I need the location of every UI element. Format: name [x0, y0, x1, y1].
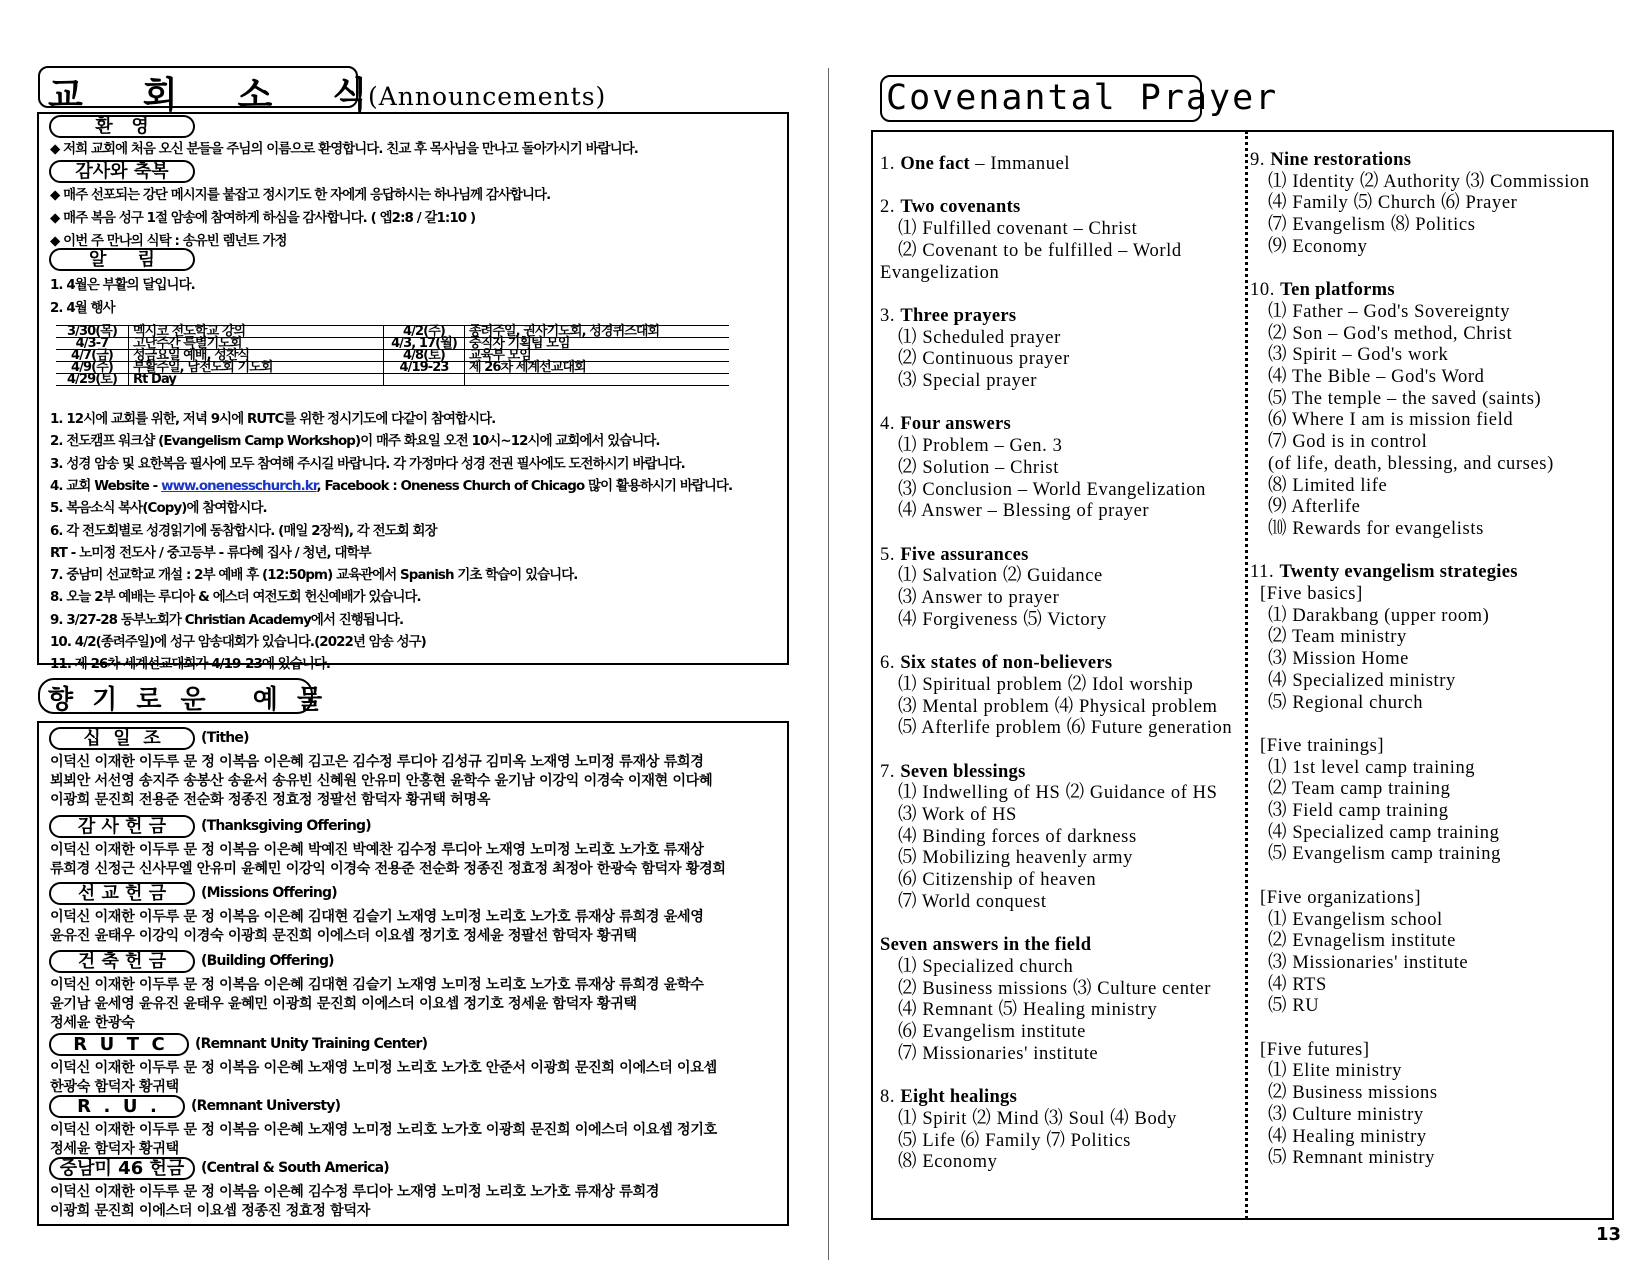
prayer-item: ⑵ Son – God's method, Christ	[1268, 323, 1513, 344]
schedule-cell	[384, 374, 465, 386]
prayer-item: ⑶ Conclusion – World Evangelization	[898, 479, 1206, 500]
notice-line: 5. 복음소식 복사(Copy)에 참여합시다.	[50, 501, 267, 517]
offering-label: 중남미 46 헌금	[49, 1157, 195, 1180]
schedule-cell: 4/9(주)	[56, 362, 129, 374]
prayer-item: [Five trainings]	[1260, 735, 1385, 756]
prayer-item: [Five futures]	[1260, 1039, 1370, 1060]
prayer-item: ⑶ Work of HS	[898, 805, 1017, 825]
section-heading	[880, 306, 1016, 328]
prayer-item: ⑷ Healing ministry	[1268, 1126, 1427, 1147]
section-heading	[880, 1087, 1017, 1109]
prayer-item: ⑴ Spiritual problem ⑵ Idol worship	[898, 674, 1194, 695]
prayer-item: ⑵ Business missions	[1268, 1083, 1438, 1104]
section-title: Six states of non-believers	[900, 653, 1113, 674]
section-heading	[880, 197, 1021, 219]
section-number: 6.	[880, 653, 901, 674]
schedule-cell: 4/3-7	[56, 338, 129, 350]
offering-names-line: 이덕신 이재한 이두루 문 정 이복음 이은혜 박예진 박예찬 김수정 루디아 노재영 노미정 노리호 노가호 류재상	[50, 842, 704, 858]
offerings-title: 향 기 로 운 예 물	[48, 685, 328, 715]
prayer-item: ⑹ Citizenship of heaven	[898, 870, 1097, 891]
schedule-cell: 4/2(주)	[384, 326, 465, 338]
covenantal-prayer-title: Covenantal Prayer	[886, 78, 1279, 118]
prayer-item: ⑸ The temple – the saved (saints)	[1268, 388, 1542, 409]
prayer-item: ⑵ Solution – Christ	[898, 457, 1059, 478]
prayer-item: ⑷ Specialized camp training	[1268, 822, 1500, 843]
prayer-item: ⑴ Specialized church	[898, 956, 1074, 977]
offering-label: 감 사 헌 금	[49, 815, 195, 838]
schedule-cell: 4/8(토)	[384, 350, 465, 362]
section-number: 2.	[880, 197, 901, 218]
schedule-cell: 4/3, 17(월)	[384, 338, 465, 350]
section-title: Two covenants	[900, 197, 1021, 218]
section-number: 10.	[1250, 280, 1281, 301]
section-heading	[880, 653, 1112, 675]
page-number: 13	[1596, 1224, 1622, 1245]
prayer-item: ⑴ Fulfilled covenant – Christ	[898, 219, 1138, 240]
offering-label: R . U .	[49, 1095, 185, 1118]
prayer-item: ⑵ Business missions ⑶ Culture center	[898, 978, 1211, 999]
offering-label-en: (Tithe)	[201, 730, 249, 746]
section-number: 1.	[880, 154, 901, 174]
prayer-item: ⑵ Covenant to be fulfilled – World	[898, 240, 1182, 261]
schedule-cell: 교육부 모임	[465, 350, 730, 362]
prayer-item: (of life, death, blessing, and curses)	[1268, 453, 1554, 474]
offering-label-en: (Remnant Universty)	[191, 1098, 341, 1114]
offering-names-line: 이광희 문진희 이에스더 이요셉 정종진 정효정 함덕자	[50, 1202, 370, 1219]
prayer-item: ⑸ Mobilizing heavenly army	[898, 848, 1133, 869]
section-heading	[880, 414, 1011, 436]
schedule-cell: 3/30(목)	[56, 326, 129, 338]
welcome-label: 환 영	[49, 115, 195, 138]
schedule-cell: 4/29(토)	[56, 374, 129, 386]
prayer-item: ⑶ Mission Home	[1268, 649, 1409, 670]
schedule-cell: Rt Day	[129, 374, 384, 386]
thanks-line: ◆ 이번 주 만나의 식탁 : 송유빈 렘넌트 가정	[50, 234, 287, 249]
schedule-cell: 4/7(금)	[56, 350, 129, 362]
section-title: Seven blessings	[900, 761, 1026, 782]
section-subtitle: – Immanuel	[970, 154, 1071, 174]
section-number: 4.	[880, 414, 901, 435]
prayer-item: ⑷ Family ⑸ Church ⑹ Prayer	[1268, 193, 1518, 214]
column-divider-dotted	[1245, 131, 1248, 1219]
prayer-item: ⑺ God is in control	[1268, 432, 1428, 453]
prayer-item: ⑴ Spirit ⑵ Mind ⑶ Soul ⑷ Body	[898, 1108, 1178, 1129]
schedule-cell: 멕시코 전도학교 강의	[129, 326, 384, 338]
section-heading	[880, 935, 1091, 957]
website-link[interactable]: www.onenesschurch.kr	[161, 478, 317, 494]
section-number: 8.	[880, 1087, 901, 1108]
notice-line: 1. 12시에 교회를 위한, 저녁 9시에 RUTC를 위한 정시기도에 다같이 참여합시다.	[50, 412, 496, 427]
notice-line: 2. 4월 행사	[50, 301, 115, 316]
prayer-item: ⑵ Team ministry	[1268, 627, 1407, 648]
prayer-item: ⑷ Specialized ministry	[1268, 670, 1456, 691]
welcome-line: ◆ 저희 교회에 처음 오신 분들을 주님의 이름으로 환영합니다. 친교 후 목사님을 만나고 돌아가시기 바랍니다.	[50, 142, 638, 157]
notice-line: 6. 각 전도회별로 성경읽기에 동참합시다. (매일 2장씩), 각 전도회 회장	[50, 523, 437, 539]
prayer-item: ⑻ Limited life	[1268, 475, 1388, 496]
prayer-item: ⑵ Evnagelism institute	[1268, 931, 1456, 952]
offering-names-line: 이덕신 이재한 이두루 문 정 이복음 이은혜 김대현 김슬기 노재영 노미정 노리호 노가호 류재상 류희경 윤세영	[50, 909, 704, 925]
prayer-item: ⑶ Culture ministry	[1268, 1104, 1424, 1125]
section-number: 7.	[880, 761, 901, 782]
notice-line: RT - 노미정 전도사 / 중고등부 - 류다혜 집사 / 청년, 대학부	[50, 545, 371, 561]
offering-names-line: 이덕신 이재한 이두루 문 정 이복음 이은혜 노재영 노미정 노리호 노가호 이광희 문진희 이에스더 이요셉 정기호	[50, 1122, 717, 1138]
prayer-item: ⑴ Darakbang (upper room)	[1268, 605, 1490, 626]
thanks-line: ◆ 매주 복음 성구 1절 암송에 참여하게 하심을 감사합니다. ( 엡2:8 / 갈1:10 )	[50, 211, 476, 226]
schedule-cell: 종려주일, 권사기도회, 성경퀴즈대회	[465, 326, 730, 338]
prayer-item: ⑸ Regional church	[1268, 692, 1424, 713]
prayer-item: ⑼ Afterlife	[1268, 497, 1361, 518]
schedule-cell: 고난주간 특별기도회	[129, 338, 384, 350]
section-title: Eight healings	[900, 1087, 1018, 1108]
offering-label-en: (Central & South America)	[201, 1160, 389, 1176]
thanks-line: ◆ 매주 선포되는 강단 메시지를 붙잡고 정시기도 한 자에게 응답하시는 하나님께 감사합니다.	[50, 188, 551, 203]
prayer-item: [Five organizations]	[1260, 887, 1422, 908]
offering-names-line: 이덕신 이재한 이두루 문 정 이복음 이은혜 김수정 루디아 노재영 노미정 노리호 노가호 류재상 류희경	[50, 1184, 660, 1200]
notice-line: 2. 전도캠프 워크샵 (Evangelism Camp Workshop)이 매주 화요일 오전 10시~12시에 교회에서 있습니다.	[50, 434, 660, 450]
prayer-item: ⑸ Afterlife problem ⑹ Future generation	[898, 718, 1233, 739]
prayer-item: ⑷ Binding forces of darkness	[898, 826, 1137, 847]
offering-names-line: 류희경 신정근 신사무엘 안유미 윤혜민 이강익 이경숙 전용준 전순화 정종진 정효정 최정아 한광숙 함덕자 황경희	[50, 860, 726, 877]
prayer-item: ⑸ RU	[1268, 996, 1320, 1017]
prayer-item: ⑵ Team camp training	[1268, 779, 1451, 800]
section-heading	[1250, 562, 1518, 584]
offering-label: 선 교 헌 금	[49, 882, 195, 905]
offering-names-line: 정세윤 한광숙	[50, 1014, 135, 1031]
schedule-cell	[465, 374, 730, 386]
section-number: 11.	[1250, 562, 1280, 583]
notice-line-text: , Facebook : Oneness Church of Chicago 많이 활용하시기 바랍니다.	[316, 478, 733, 494]
offering-names-line: 이덕신 이재한 이두루 문 정 이복음 이은혜 김대현 김슬기 노재영 노미정 노리호 노가호 류재상 류희경 윤학수	[50, 977, 704, 993]
prayer-item: ⑹ Where I am is mission field	[1268, 410, 1514, 431]
notice-line	[50, 478, 732, 496]
prayer-item: ⑴ 1st level camp training	[1268, 757, 1476, 778]
section-title: Twenty evangelism strategies	[1279, 562, 1518, 583]
prayer-item: ⑺ Missionaries' institute	[898, 1043, 1099, 1064]
prayer-item: ⑴ Identity ⑵ Authority ⑶ Commission	[1268, 171, 1590, 192]
event-schedule-table	[56, 325, 729, 386]
offering-names-line: 이덕신 이재한 이두루 문 정 이복음 이은혜 노재영 노미정 노리호 노가호 안준서 이광희 문진희 이에스더 이요셉	[50, 1060, 717, 1076]
schedule-cell: 4/19-23	[384, 362, 465, 374]
offering-names-line: 한광숙 함덕자 황귀택	[50, 1078, 179, 1095]
section-number: 5.	[880, 544, 901, 565]
prayer-item: ⑺ World conquest	[898, 891, 1047, 912]
section-number: 9.	[1250, 150, 1271, 170]
section-heading	[880, 762, 1026, 784]
section-number: 3.	[880, 305, 901, 326]
prayer-item: ⑶ Mental problem ⑷ Physical problem	[898, 696, 1218, 717]
prayer-item: ⑴ Evangelism school	[1268, 909, 1443, 930]
schedule-cell: 부활주일, 남전도회 기도회	[129, 362, 384, 374]
section-title: Nine restorations	[1270, 150, 1412, 170]
announcements-title-kr: 교회소식	[48, 75, 428, 116]
notice-line: 10. 4/2(종려주일)에 성구 암송대회가 있습니다.(2022년 암송 성구)	[50, 635, 426, 650]
offering-label-en: (Remnant Unity Training Center)	[195, 1036, 428, 1052]
offering-names-line: 정세윤 함덕자 황귀택	[50, 1140, 179, 1157]
prayer-item: ⑴ Indwelling of HS ⑵ Guidance of HS	[898, 783, 1218, 804]
prayer-item: ⑷ RTS	[1268, 974, 1327, 995]
prayer-item: ⑴ Elite ministry	[1268, 1061, 1402, 1082]
offering-names-line: 이광희 문진희 전용준 전순화 정종진 정효정 정팔선 함덕자 황귀택 허명옥	[50, 791, 491, 808]
prayer-item: ⑷ Remnant ⑸ Healing ministry	[898, 1000, 1158, 1021]
prayer-item: ⑷ Forgiveness ⑸ Victory	[898, 609, 1107, 630]
notice-line-text: 4. 교회 Website -	[50, 478, 162, 494]
notice-line: 3. 성경 암송 및 요한복음 필사에 모두 참여해 주시길 바랍니다. 각 가정마다 성경 전권 필사에도 도전하시기 바랍니다.	[50, 456, 685, 472]
section-heading	[880, 545, 1029, 567]
prayer-item: ⑶ Answer to prayer	[898, 588, 1060, 608]
offering-names-line: 이덕신 이재한 이두루 문 정 이복음 이은혜 김고은 김수정 루디아 김성규 김미옥 노재영 노미정 류재상 류희경	[50, 754, 704, 770]
prayer-item: ⑴ Problem – Gen. 3	[898, 436, 1063, 457]
prayer-item: Evangelization	[880, 262, 1000, 283]
offering-label-en: (Missions Offering)	[201, 885, 337, 901]
section-title: Four answers	[900, 414, 1011, 435]
schedule-cell: 성금요일 예배, 성찬식	[129, 350, 384, 362]
offering-label-en: (Building Offering)	[201, 953, 334, 969]
prayer-item: ⑷ The Bible – God's Word	[1268, 367, 1485, 387]
prayer-item: ⑴ Scheduled prayer	[898, 327, 1061, 348]
section-heading	[1250, 150, 1411, 172]
prayer-item: ⑶ Field camp training	[1268, 801, 1449, 821]
prayer-item: ⑴ Salvation ⑵ Guidance	[898, 566, 1103, 587]
notice-label: 알 림	[49, 248, 195, 271]
prayer-item: ⑵ Continuous prayer	[898, 349, 1070, 370]
prayer-item: ⑴ Father – God's Sovereignty	[1268, 301, 1511, 322]
section-heading	[1250, 280, 1395, 302]
offering-label: 십 일 조	[49, 727, 195, 750]
section-title: Three prayers	[900, 305, 1017, 326]
prayer-item: ⑼ Economy	[1268, 236, 1368, 257]
thanks-label: 감사와 축복	[49, 160, 195, 183]
offering-names-line: 뵈뵈안 서선영 송지주 송봉산 송윤서 송유빈 신혜원 안유미 안홍현 윤학수 윤기남 이강익 이경숙 이재현 이다혜	[50, 772, 713, 789]
offering-label: R U T C	[49, 1033, 189, 1056]
notice-line: 11. 제 26차 세계선교대회가 4/19-23에 있습니다.	[50, 657, 331, 673]
prayer-item: ⑸ Remnant ministry	[1268, 1148, 1436, 1169]
page-divider	[828, 68, 829, 1260]
notice-line: 9. 3/27-28 동부노회가 Christian Academy에서 진행됩니다.	[50, 612, 404, 628]
section-heading	[880, 154, 1070, 176]
prayer-item: ⑷ Answer – Blessing of prayer	[898, 501, 1150, 522]
notice-line: 1. 4월은 부활의 달입니다.	[50, 278, 195, 293]
prayer-item: ⑶ Special prayer	[898, 371, 1038, 391]
announcements-title-en: (Announcements)	[368, 82, 607, 111]
section-title: Five assurances	[900, 544, 1029, 565]
prayer-item: ⑻ Economy	[898, 1152, 998, 1173]
prayer-item: ⑸ Life ⑹ Family ⑺ Politics	[898, 1130, 1131, 1151]
section-title: Seven answers in the field	[880, 935, 1092, 956]
prayer-item: ⑸ Evangelism camp training	[1268, 844, 1501, 865]
prayer-item: ⑶ Spirit – God's work	[1268, 345, 1449, 366]
offering-names-line: 윤유진 윤태우 이강익 이경숙 이광희 문진희 이에스더 이요셉 정기호 정세윤 정팔선 함덕자 황귀택	[50, 927, 637, 944]
prayer-item: [Five basics]	[1260, 584, 1363, 604]
prayer-item: ⑹ Evangelism institute	[898, 1022, 1086, 1042]
schedule-row	[56, 374, 729, 386]
section-title: Ten platforms	[1280, 280, 1395, 301]
prayer-item: ⑺ Evangelism ⑻ Politics	[1268, 215, 1476, 236]
schedule-cell: 중직자 기획팀 모임	[465, 338, 730, 350]
offering-names-line: 윤기남 윤세영 윤유진 윤태우 윤혜민 이광희 문진희 이에스더 이요셉 정기호 정세윤 함덕자 황귀택	[50, 995, 637, 1012]
prayer-item: ⑶ Missionaries' institute	[1268, 952, 1469, 973]
offering-label-en: (Thanksgiving Offering)	[201, 818, 371, 834]
notice-line: 7. 중남미 선교학교 개설 : 2부 예배 후 (12:50pm) 교육관에서 Spanish 기초 학습이 있습니다.	[50, 568, 578, 584]
notice-line: 8. 오늘 2부 예배는 루디아 & 에스더 여전도회 헌신예배가 있습니다.	[50, 590, 421, 606]
offering-label: 건 축 헌 금	[49, 950, 195, 973]
prayer-item: ⑽ Rewards for evangelists	[1268, 518, 1484, 539]
section-title: One fact	[900, 154, 971, 174]
schedule-cell: 제 26차 세계선교대회	[465, 362, 730, 374]
